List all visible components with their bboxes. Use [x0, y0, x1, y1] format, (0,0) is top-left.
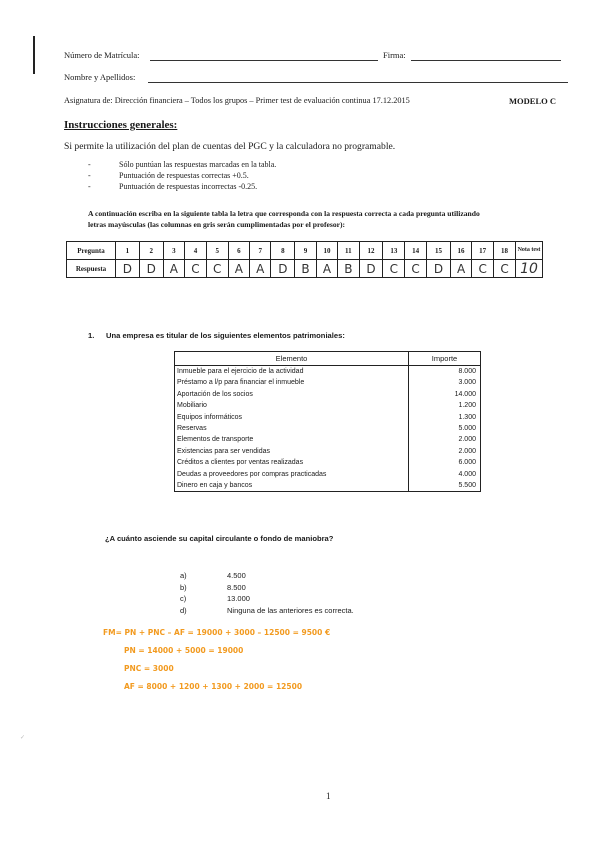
importe-cell: 6.000	[409, 457, 481, 468]
question-1-prompt: ¿A cuánto asciende su capital circulante o fondo de maniobra?	[105, 534, 334, 543]
table-row	[175, 469, 481, 480]
answer-cell[interactable]: D	[359, 260, 383, 278]
question-number: 13	[383, 242, 405, 260]
importe-cell: 3.000	[409, 377, 481, 388]
importe-cell: 4.000	[409, 469, 481, 480]
elemento-cell: Mobiliario	[177, 402, 207, 410]
firma-field[interactable]	[411, 60, 561, 61]
table-row	[175, 377, 481, 388]
question-number: 2	[139, 242, 163, 260]
question-number: 3	[163, 242, 184, 260]
instructions-title: Instrucciones generales:	[64, 119, 178, 131]
elemento-cell: Equipos informáticos	[177, 413, 242, 421]
question-number: 7	[250, 242, 271, 260]
elemento-cell: Existencias para ser vendidas	[177, 447, 270, 455]
option-letter: c)	[180, 594, 187, 603]
handwritten-pn: PN = 14000 + 5000 = 19000	[124, 646, 244, 655]
elemento-cell: Reservas	[177, 425, 207, 433]
answer-cell[interactable]: D	[116, 260, 140, 278]
table-row	[175, 423, 481, 434]
bullet-text: Puntuación de respuestas incorrectas -0.25.	[119, 182, 258, 191]
question-number: 15	[427, 242, 451, 260]
elemento-cell: Aportación de los socios	[177, 390, 253, 398]
answer-cell[interactable]: A	[450, 260, 471, 278]
question-number: 14	[405, 242, 427, 260]
answer-cell[interactable]: D	[139, 260, 163, 278]
answer-cell[interactable]: D	[271, 260, 295, 278]
importe-cell: 2.000	[409, 446, 481, 457]
table-row	[175, 400, 481, 411]
question-number: 11	[338, 242, 359, 260]
nombre-field[interactable]	[148, 82, 568, 83]
importe-cell: 1.200	[409, 400, 481, 411]
elemento-cell: Dinero en caja y bancos	[177, 482, 253, 490]
question-1-number: 1.	[88, 331, 95, 340]
option-text: 4.500	[227, 571, 246, 580]
answer-cell[interactable]: A	[228, 260, 249, 278]
question-number: 6	[228, 242, 249, 260]
bullet-text: Sólo puntúan las respuestas marcadas en la tabla.	[119, 160, 277, 169]
firma-label: Firma:	[383, 50, 406, 60]
handwritten-fm: FM= PN + PNC – AF = 19000 + 3000 – 12500 = 9500 €	[103, 628, 331, 637]
elemento-cell: Créditos a clientes por ventas realizadas	[177, 459, 304, 467]
answer-cell[interactable]: B	[295, 260, 316, 278]
question-number: 10	[316, 242, 337, 260]
elements-table	[174, 351, 481, 492]
option-text: 13.000	[227, 594, 250, 603]
question-number: 4	[185, 242, 207, 260]
answer-cell[interactable]: C	[206, 260, 228, 278]
table-row	[175, 389, 481, 400]
table-row	[175, 434, 481, 445]
handwritten-af: AF = 8000 + 1200 + 1300 + 2000 = 12500	[124, 682, 303, 691]
importe-header: Importe	[409, 352, 481, 366]
question-number: 9	[295, 242, 316, 260]
question-number: 5	[206, 242, 228, 260]
elemento-cell: Inmueble para el ejercicio de la actividad	[177, 368, 304, 375]
table-instructions-2: letras mayúsculas (las columnas en gris serán cumplimentadas por el profesor):	[88, 220, 346, 229]
answer-cell[interactable]: A	[163, 260, 184, 278]
handwritten-pnc: PNC = 3000	[124, 664, 174, 673]
option-text: 8.500	[227, 582, 246, 592]
question-number: 12	[359, 242, 383, 260]
elemento-cell: Préstamo a l/p para financiar el inmueble	[177, 379, 305, 387]
asignatura-line: Asignatura de: Dirección financiera – Todos los grupos – Primer test de evaluación continua 17.12.2015	[64, 96, 410, 105]
table-row	[175, 412, 481, 423]
instructions-intro: Si permite la utilización del plan de cuentas del PGC y la calculadora no programable.	[64, 141, 396, 152]
question-number: 17	[472, 242, 494, 260]
answer-cell[interactable]: C	[494, 260, 516, 278]
option-text: Ninguna de las anteriores es correcta.	[227, 605, 354, 615]
option-letter: a)	[180, 571, 187, 580]
table-row	[175, 457, 481, 468]
question-number: 1	[116, 242, 140, 260]
elemento-cell: Elementos de transporte	[177, 436, 254, 444]
answer-cell[interactable]: A	[316, 260, 337, 278]
answer-cell[interactable]: A	[250, 260, 271, 278]
page-number: 1	[326, 791, 331, 801]
table-row	[175, 446, 481, 457]
table-row	[175, 366, 481, 378]
question-number: 18	[494, 242, 516, 260]
question-number: 16	[450, 242, 471, 260]
bullet-text: Puntuación de respuestas correctas +0.5.	[119, 171, 249, 180]
table-instructions-1: A continuación escriba en la siguiente tabla la letra que corresponda con la respuesta correcta a cada pregunta utilizando	[88, 209, 480, 218]
nota-test-header: Nota test	[516, 242, 543, 260]
margin-mark	[33, 36, 35, 74]
modelo-label: MODELO C	[509, 96, 556, 106]
respuesta-header: Respuesta	[67, 260, 116, 278]
answer-cell[interactable]: C	[472, 260, 494, 278]
elemento-cell: Deudas a proveedores por compras practicadas	[177, 470, 327, 478]
importe-cell: 5.000	[409, 423, 481, 434]
pregunta-header: Pregunta	[67, 242, 116, 260]
importe-cell: 2.000	[409, 434, 481, 445]
matricula-label: Número de Matrícula:	[64, 50, 140, 60]
importe-cell: 5.500	[409, 480, 481, 492]
matricula-field[interactable]	[150, 60, 378, 61]
scan-speck: ✓	[20, 735, 26, 741]
answer-cell[interactable]: D	[427, 260, 451, 278]
answer-cell[interactable]: B	[338, 260, 359, 278]
importe-cell: 8.000	[409, 366, 481, 378]
option-letter: d)	[180, 605, 187, 615]
answer-table	[66, 241, 543, 278]
option-letter: b)	[180, 582, 187, 592]
answer-cell[interactable]: C	[383, 260, 405, 278]
importe-cell: 14.000	[409, 389, 481, 400]
nombre-label: Nombre y Apellidos:	[64, 72, 136, 82]
elemento-header: Elemento	[175, 352, 409, 366]
answer-cell[interactable]: C	[185, 260, 207, 278]
importe-cell: 1.300	[409, 412, 481, 423]
table-row	[175, 480, 481, 492]
nota-test-value: 10	[516, 260, 543, 278]
answer-cell[interactable]: C	[405, 260, 427, 278]
question-number: 8	[271, 242, 295, 260]
question-1-text: Una empresa es titular de los siguientes elementos patrimoniales:	[106, 331, 345, 340]
